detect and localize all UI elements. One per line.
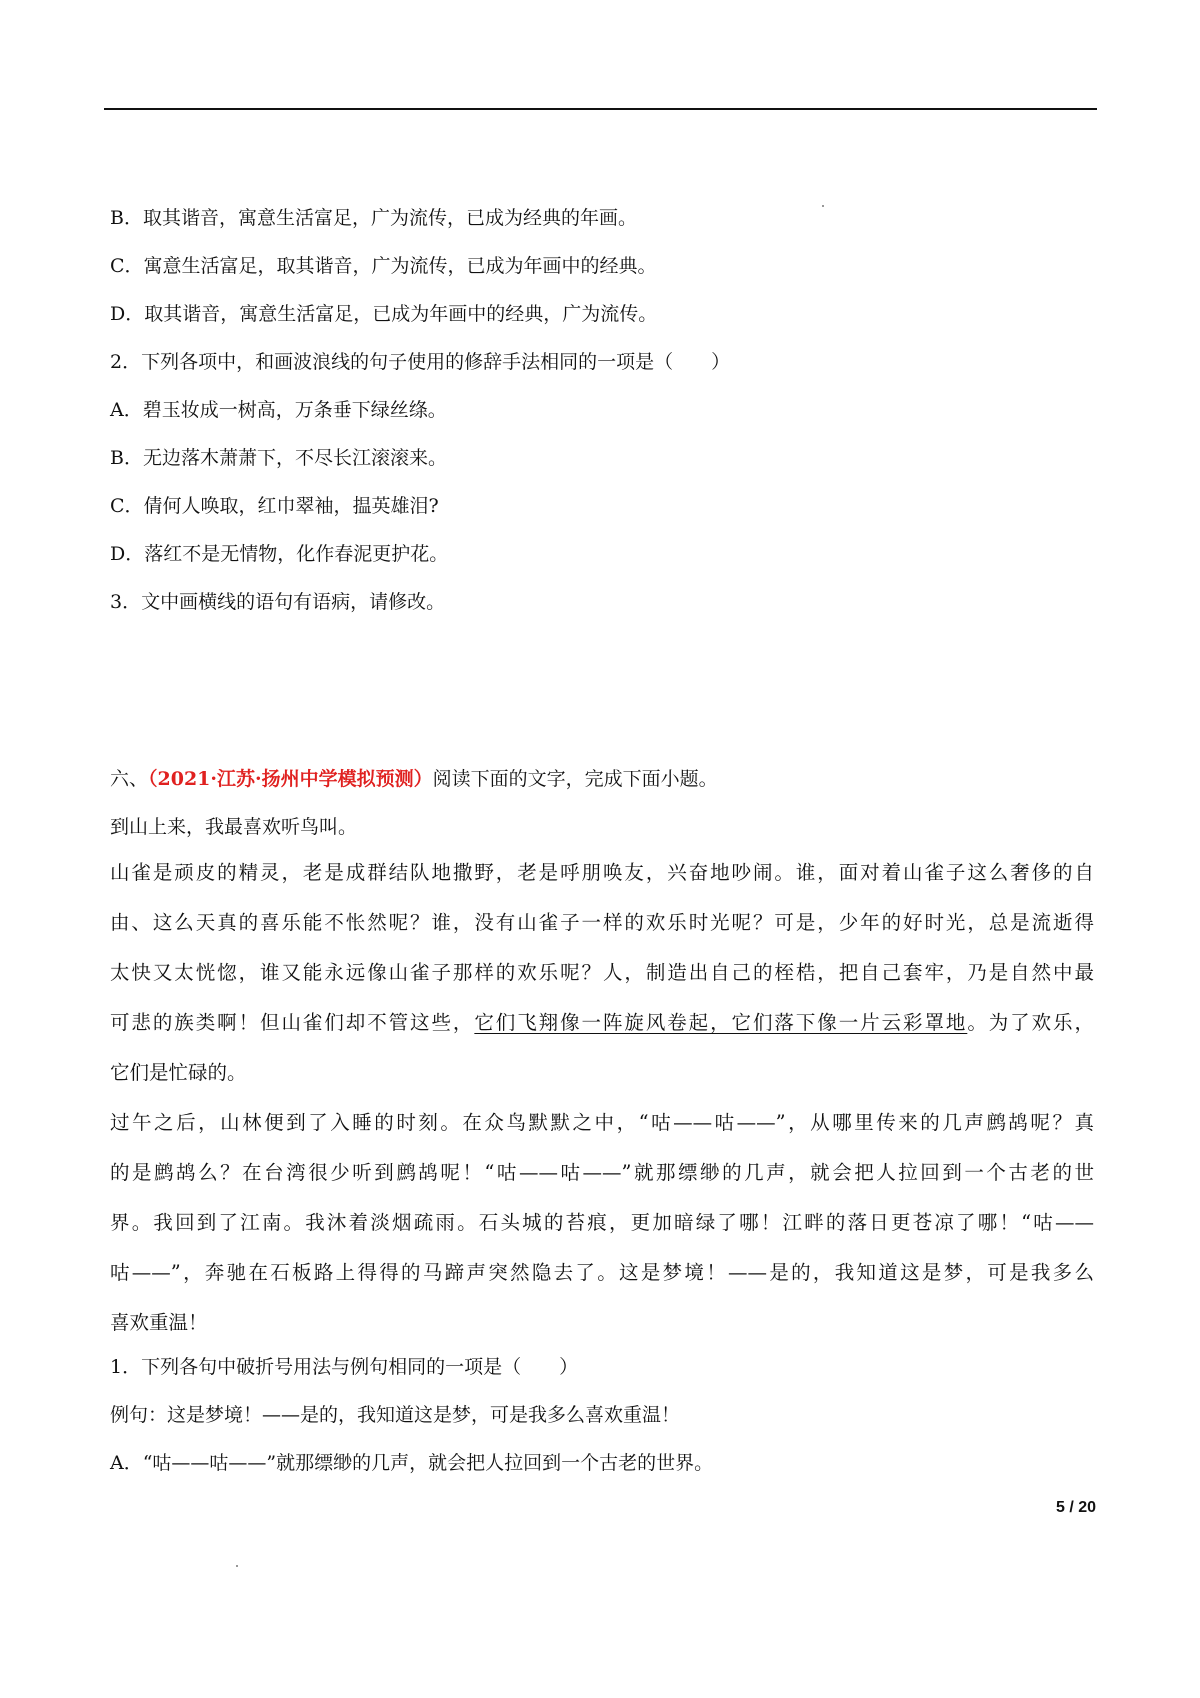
paragraph-line: 由、这么天真的喜乐能不怅然呢？谁，没有山雀子一样的欢乐时光呢？可是，少年的好时光，总是流逝得: [110, 911, 1094, 934]
paragraph-line: 的是鹧鸪么？在台湾很少听到鹧鸪呢！“咕——咕——”就那缥缈的几声，就会把人拉回到一个古老的世: [110, 1161, 1094, 1184]
passage-paragraph-2: [110, 848, 1094, 1098]
question-1-example: 例句：这是梦境！——是的，我知道这是梦，可是我多么喜欢重温！: [110, 1404, 681, 1426]
question-2-option-c: C．倩何人唤取，红巾翠袖，揾英雄泪?: [110, 495, 439, 517]
paragraph-line: 它们是忙碌的。: [110, 1061, 247, 1084]
passage-paragraph-1: 到山上来，我最喜欢听鸟叫。: [110, 816, 358, 838]
question-1-option-a: A．“咕——咕——”就那缥缈的几声，就会把人拉回到一个古老的世界。: [110, 1452, 714, 1474]
question-2-option-b: B．无边落木萧萧下，不尽长江滚滚来。: [110, 447, 447, 469]
question-2-option-a: A．碧玉妆成一树高，万条垂下绿丝绦。: [110, 399, 447, 421]
question-3-stem: 3．文中画横线的语句有语病，请修改。: [110, 591, 446, 613]
paragraph-line: 界。我回到了江南。我沐着淡烟疏雨。石头城的苔痕，更加暗绿了哪！江畔的落日更苍凉了哪！“咕——: [110, 1211, 1094, 1234]
header-rule: [104, 108, 1097, 110]
option-d-prev: D．取其谐音，寓意生活富足，已成为年画中的经典，广为流传。: [110, 303, 658, 325]
underlined-sentence: 它们飞翔像一阵旋风卷起，它们落下像一片云彩罩地: [474, 1011, 968, 1034]
paragraph-line: 过午之后，山林便到了入睡的时刻。在众鸟默默之中，“咕——咕——”，从哪里传来的几声鹧鸪呢？真: [110, 1111, 1094, 1134]
section-instruction: 阅读下面的文字，完成下面小题。: [432, 768, 718, 790]
question-2-option-d: D．落红不是无情物，化作春泥更护花。: [110, 543, 449, 565]
section-6-heading: [110, 770, 718, 789]
paragraph-line: 喜欢重温！: [110, 1311, 208, 1334]
paragraph-line: 太快又太恍惚，谁又能永远像山雀子那样的欢乐呢？人，制造出自己的桎梏，把自己套牢，乃是自然中最: [110, 961, 1094, 984]
paragraph-line: [110, 998, 1094, 1048]
scan-speck: [822, 205, 824, 207]
scan-speck: [236, 1565, 238, 1567]
line-text: 。为了欢乐，: [967, 1011, 1094, 1034]
passage-paragraph-3: [110, 1098, 1094, 1348]
question-2-stem: 2．下列各项中，和画波浪线的句子使用的修辞手法相同的一项是（ ）: [110, 351, 731, 373]
option-b-prev: B．取其谐音，寓意生活富足，广为流传，已成为经典的年画。: [110, 207, 637, 229]
page-number: 5 / 20: [1055, 1499, 1096, 1516]
question-1-stem: 1．下列各句中破折号用法与例句相同的一项是（ ）: [110, 1356, 579, 1378]
section-source: （2021·江苏·扬州中学模拟预测）: [148, 768, 433, 790]
section-prefix: 六、: [110, 768, 149, 790]
option-c-prev: C．寓意生活富足，取其谐音，广为流传，已成为年画中的经典。: [110, 255, 657, 277]
paragraph-line: 山雀是顽皮的精灵，老是成群结队地撒野，老是呼朋唤友，兴奋地吵闹。谁，面对着山雀子这么奢侈的自: [110, 861, 1094, 884]
paragraph-line: 咕——”，奔驰在石板路上得得的马蹄声突然隐去了。这是梦境！——是的，我知道这是梦，可是我多么: [110, 1261, 1094, 1284]
line-text: 可悲的族类啊！但山雀们却不管这些，: [110, 1011, 475, 1034]
